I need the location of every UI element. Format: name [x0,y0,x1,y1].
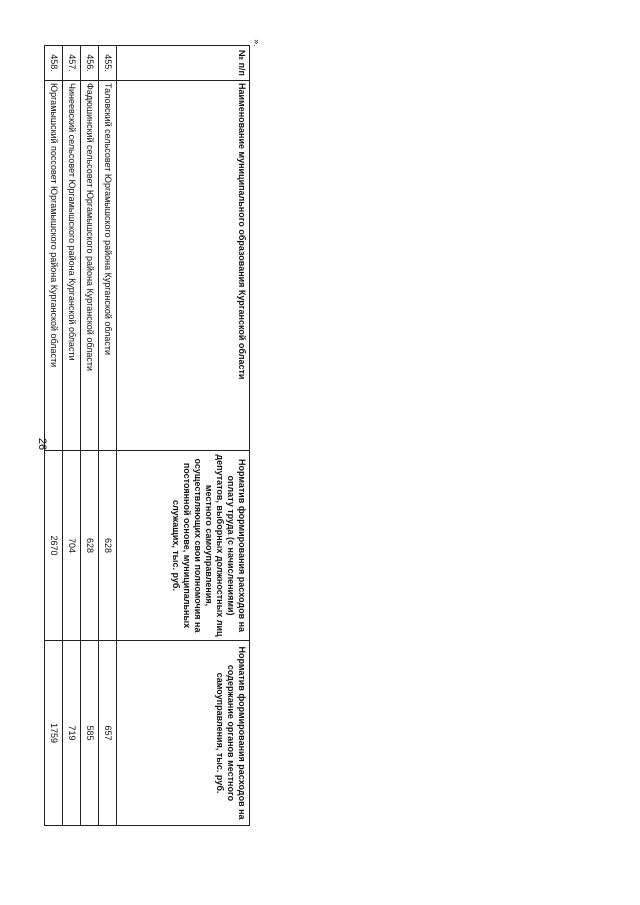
rotated-table-container [49,45,250,825]
row-number: 456. [81,46,99,81]
row-norm-maintenance: 657 [99,641,117,826]
row-norm-salary: 628 [99,451,117,641]
table-row [99,46,117,826]
row-norm-maintenance: 719 [63,641,81,826]
row-number: 457. [63,46,81,81]
row-number: 458. [45,46,63,81]
row-number: 455. [99,46,117,81]
row-name: Юргамышский поссовет Юргамышского района Курганской области [45,81,63,451]
row-norm-salary: 2670 [45,451,63,641]
header-norm-maintenance: Норматив формирования расходов на содержание органов местного самоуправления, тыс. руб. [117,641,250,826]
row-norm-salary: 704 [63,451,81,641]
row-norm-maintenance: 1759 [45,641,63,826]
table-row [45,46,63,826]
row-norm-salary: 628 [81,451,99,641]
row-name: Таловский сельсовет Юргамышского района Курганской области [99,81,117,451]
row-norm-maintenance: 585 [81,641,99,826]
header-norm-salary: Норматив формирования расходов на оплату труда (с начислениями) депутатов, выборных должностных лиц местного самоуправления, осуществляющих свои полномочия на постоянной основе, муниципальных служащих, тыс. руб. [117,451,250,641]
row-name: Фадюшинский сельсовет Юргамышского района Курганской области [81,81,99,451]
header-no: № п/п [117,46,250,81]
header-name: Наименование муниципального образования Курганской области [117,81,250,451]
corner-mark: ». [251,39,262,47]
table-row [81,46,99,826]
page-number: 26 [36,437,48,451]
norms-table [44,45,250,826]
table-row [63,46,81,826]
row-name: Чинеевский сельсовет Юргамышского района Курганской области [63,81,81,451]
